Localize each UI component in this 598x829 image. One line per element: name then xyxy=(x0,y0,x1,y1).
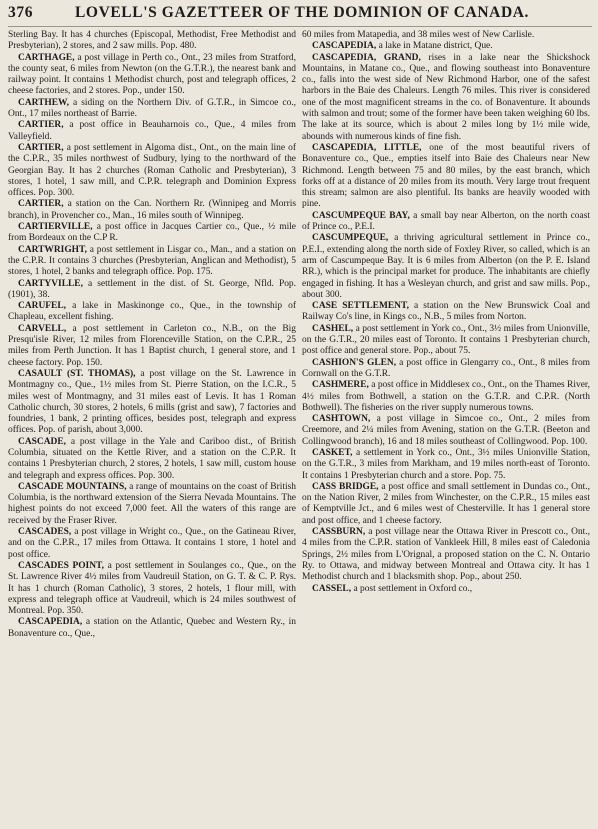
gazetteer-entry xyxy=(8,30,296,53)
entry-text: a post settlement in Lisgar co., Man., and a station on the C.P.R. It contains 3 churches (Presbyterian, Anglican and Methodist), 5 stores, 1 hotel, 2 banks and telegraph office. Pop. 175. xyxy=(8,244,297,278)
entry-name: CASSEL, xyxy=(312,583,352,594)
entry-name: CASCAPEDIA, GRAND, xyxy=(312,52,421,63)
entry-text: Sterling Bay. It has 4 churches (Episcopal, Methodist, Free Methodist and Presbyterian), 2 stores, and 2 saw mills. Pop. 480. xyxy=(8,30,296,52)
gazetteer-entry xyxy=(8,301,296,324)
entry-text: a post village in Wright co., Que., on the Gatineau River, and on the C.P.R., 17 miles from Ottawa. It contains 1 store, 1 hotel and post office. xyxy=(8,527,296,560)
gazetteer-entry xyxy=(8,98,296,121)
gazetteer-entry xyxy=(8,279,296,302)
gazetteer-entry xyxy=(302,584,590,595)
gazetteer-entry xyxy=(302,301,590,324)
entry-name: CASAULT (ST. THOMAS), xyxy=(18,368,136,379)
gazetteer-entry xyxy=(302,380,590,414)
gazetteer-entry xyxy=(8,53,296,98)
gazetteer-entry xyxy=(302,233,590,301)
entry-text: a post settlement in York co., Ont., 3½ miles from Unionville, on the G.T.R., 20 miles east of Toronto. It contains 1 Presbyterian church, post office and general store. Pop., about 75. xyxy=(302,323,591,357)
entry-text: a post village near the Ottawa River in Prescott co., Ont., 4 miles from the C.P.R. station of Vankleek Hill, 8 miles east of Caledonia Springs, 2½ miles from L'Orignal, a proposed station on the C. N. Ontario Ry. to Ottawa, and midway between Montreal and Ottawa city. It has 1 Methodist church and 1 blacksmith shop. Pop., about 250. xyxy=(302,527,591,583)
running-title: LOVELL'S GAZETTEER OF THE DOMINION OF CANADA. xyxy=(74,4,530,21)
entry-name: CARTHEW, xyxy=(18,97,69,108)
entry-name: CARUFEL, xyxy=(18,301,66,312)
gazetteer-entry xyxy=(302,414,590,448)
entry-name: CARTHAGE, xyxy=(18,52,75,63)
entry-name: CASCADE, xyxy=(18,436,66,447)
entry-name: CASHTOWN, xyxy=(312,414,371,425)
entry-name: CASCADE MOUNTAINS, xyxy=(18,481,127,492)
gazetteer-entry xyxy=(8,369,296,437)
gazetteer-entry xyxy=(302,324,590,358)
entry-name: CASHION'S GLEN, xyxy=(312,357,397,368)
entry-text: one of the most beautiful rivers of Bonaventure co., Que., empties itself into Baie des Chaleurs near New Richmond. Length between 75 and 80 miles, by the east branch, which forks off at a distance of 20 miles from its mouth. Very large trout frequent this stream; salmon are also plentiful. Its banks are heavily wooded with pine. xyxy=(302,142,591,210)
gazetteer-entry xyxy=(8,120,296,143)
entry-name: CASCADES, xyxy=(18,527,72,538)
page-header xyxy=(8,4,592,27)
gazetteer-entry xyxy=(302,30,590,41)
entry-text: a post village on the St. Lawrence in Montmagny co., Que., 1½ miles from St. Pierre Station, on the I.C.R., 5 miles west of Montmagny, and 31 miles east of Levis. It has 1 Roman Catholic church, 30 stores, 2 hotels, 6 mills (grist and saw), 7 factories and foundries, 1 bank, 2 printing offices, besides post, telegraph and express offices. Pop. of parish, about 3,000. xyxy=(8,368,297,436)
entry-name: CASCAPEDIA, LITTLE, xyxy=(312,142,422,153)
gazetteer-entry xyxy=(8,527,296,561)
gazetteer-entry xyxy=(302,527,590,583)
entry-name: CASCUMPEQUE, xyxy=(312,233,389,244)
gazetteer-entry xyxy=(8,482,296,527)
gazetteer-entry xyxy=(8,245,296,279)
entry-text: a post office in Glengarry co., Ont., 8 miles from Cornwall on the G.T.R. xyxy=(302,357,591,379)
page-number: 376 xyxy=(8,4,34,21)
entry-text: a post office and small settlement in Dundas co., Ont., on the Nation River, 2 miles from Winchester, on the C.P.R., 15 miles east of Kemptville Jct., and 6 miles west of Chesterville. It has 1 general store and post office, and 1 cheese factory. xyxy=(302,481,591,526)
entry-text: a lake in Matane district, Que. xyxy=(378,41,493,52)
entry-text: a post village in the Yale and Cariboo dist., of British Columbia, situated on the Kettle River, and a station on the C.P.R. It contains 1 Presbyterian church, 2 stores, 2 hotels, 1 saw mill, custom house and telegraph and express offices. Pop. 300. xyxy=(8,436,296,481)
entry-text: rises in a lake near the Shickshock Mountains, in Matane co., Que., and flowing southeast into Bonaventure co., falls into the west side of New Richmond Harbor, one of the safest harbors in the Baie des Chaleurs. Length 76 miles. This river is considered one of the most magnificent streams in the co. of Bonaventure. It abounds with salmon and trout; some of the former have been taken weighing 60 lbs. The lake at its source, which is about 2 miles long by 1½ mile wide, abounds with numerous kinds of fine fish. xyxy=(302,52,590,142)
entry-name: CASCADES POINT, xyxy=(18,560,104,571)
entry-text: a station on the Can. Northern Rr. (Winnipeg and Morris branch), in Provencher co., Man., 16 miles south of Winnipeg. xyxy=(8,199,297,221)
entry-text: a thriving agricultural settlement in Prince co., P.E.I., extending along the north side of Foxley River, so called, which is an arm of Cascumpeque Bay. It is 6 miles from Alberton (on the P. E. Island RR.), which is the principal market for produce. The inhabitants are chiefly engaged in fishing. It has a Wesleyan church, and grist and saw mills. Pop., about 300. xyxy=(302,233,591,300)
gazetteer-entry xyxy=(302,358,590,381)
gazetteer-entry xyxy=(8,617,296,640)
gazetteer-entry xyxy=(8,199,296,222)
entry-name: CARTIER, xyxy=(18,142,64,153)
entry-name: CARTIER, xyxy=(18,120,64,131)
gazetteer-entry xyxy=(302,211,590,234)
entry-name: CASSBURN, xyxy=(312,527,366,538)
entry-name: CARTIERVILLE, xyxy=(18,222,93,233)
entry-text: a settlement in York co., Ont., 3½ miles Unionville Station, on the G.T.R., 3 miles from Markham, and 19 miles north-east of Toronto. It contains 1 Presbyterian church and a store. Pop. 75. xyxy=(302,447,590,481)
entry-text: 60 miles from Matapedia, and 38 miles west of New Carlisle. xyxy=(302,30,535,40)
entry-text: a post settlement in Oxford co., xyxy=(353,583,473,594)
entry-name: CASHMERE, xyxy=(312,380,369,391)
gazetteer-entry xyxy=(8,324,296,369)
entry-text: a post settlement in Carleton co., N.B., on the Big Presqu'isle River, 12 miles from Florenceville Station, on the C.P.R., 25 miles from Perth Junction. It has 1 Baptist church, 1 general store, and 1 cheese factory. Pop. 150. xyxy=(8,323,297,368)
entry-text: a post settlement in Algoma dist., Ont., on the main line of the C.P.R., 35 miles northwest of Sudbury, lying to the northward of the Georgian Bay. It has 2 churches (Roman Catholic and Presbyterian), 3 stores, 1 hotel, 1 saw mill, and C.P.R. telegraph and Dominion Express offices. Pop. 300. xyxy=(8,142,297,199)
entry-text: a post village in Simcoe co., Ont., 2 miles from Creemore, and 2¼ miles from Avening, station on the G.T.R. (Beeton and Collingwood branch), 16 and 18 miles southeast of Collingwood. Pop. 100. xyxy=(302,414,591,447)
entry-text: a post office in Jacques Cartier co., Que., ½ mile from Bordeaux on the C.P R. xyxy=(8,222,296,244)
entry-name: CARTYVILLE, xyxy=(18,278,83,289)
gazetteer-entry xyxy=(302,53,590,143)
entry-name: CASKET, xyxy=(312,447,353,458)
entry-name: CASCAPEDIA, xyxy=(312,41,377,52)
entry-name: CARTIER, xyxy=(18,199,64,210)
gazetteer-entry xyxy=(302,482,590,527)
entry-name: CASE SETTLEMENT, xyxy=(312,301,409,312)
entry-text: a siding on the Northern Div. of G.T.R., in Simcoe co., Ont., 17 miles northeast of Barrie. xyxy=(8,97,297,120)
gazetteer-entry xyxy=(302,143,590,211)
entry-name: CASCUMPEQUE BAY, xyxy=(312,210,410,221)
left-column xyxy=(8,30,296,640)
entry-name: CASCAPEDIA, xyxy=(18,617,83,628)
gazetteer-entry xyxy=(8,561,296,617)
entry-text: a small bay near Alberton, on the north coast of Prince co., P.E.I. xyxy=(302,210,591,233)
entry-text: a range of mountains on the coast of British Columbia, is the northward extension of the Sierra Nevada Mountains. The highest points do not exceed 7,000 feet. All the waters of this range are received by the Fraser River. xyxy=(8,481,297,526)
entry-name: CARVELL, xyxy=(18,323,67,334)
gazetteer-entry xyxy=(302,448,590,482)
right-column xyxy=(302,30,590,640)
gazetteer-entry xyxy=(302,41,590,52)
entry-name: CASHEL, xyxy=(312,323,354,334)
entry-text: a post office in Middlesex co., Ont., on the Thames River, 4½ miles from Bothwell, a station on the G.T.R. and C.P.R. (North Bothwell). The fisheries on the river supply numerous towns. xyxy=(302,380,591,413)
text-columns xyxy=(8,30,592,640)
entry-text: a post settlement in Soulanges co., Que., on the St. Lawrence River 4½ miles from Vaudreuil Station, on G. T. & C. P. Rys. It has 1 church (Roman Catholic), 3 stores, 2 hotels, 1 flour mill, with express and telegraph office at Vaudreuil, which is 24 miles southwest of Montreal. Pop. 350. xyxy=(8,560,297,617)
entry-name: CASS BRIDGE, xyxy=(312,481,379,492)
entry-name: CARTWRIGHT, xyxy=(18,244,87,255)
gazetteer-entry xyxy=(8,143,296,199)
entry-text: a post village in Perth co., Ont., 23 miles from Stratford, the county seat, 6 miles from Newton (on the G.T.R.), the nearest bank and railway point. It contains 1 Methodist church, post and telegraph offices, 2 cheese factories, and 2 stores. Pop., under 150. xyxy=(8,52,296,97)
entry-text: a settlement in the dist. of St. George, Nfld. Pop. (1901), 38. xyxy=(8,278,296,300)
entry-text: a station on the New Brunswick Coal and Railway Co's line, in Kings co., N.B., 5 miles from Norton. xyxy=(302,301,591,323)
entry-text: a lake in Maskinonge co., Que., in the township of Chapleau, excellent fishing. xyxy=(8,301,296,323)
gazetteer-entry xyxy=(8,437,296,482)
entry-text: a station on the Atlantic, Quebec and Western Ry., in Bonaventure co., Que., xyxy=(8,617,296,639)
entry-text: a post office in Beauharnois co., Que., 4 miles from Valleyfield. xyxy=(8,120,296,142)
gazetteer-entry xyxy=(8,222,296,245)
